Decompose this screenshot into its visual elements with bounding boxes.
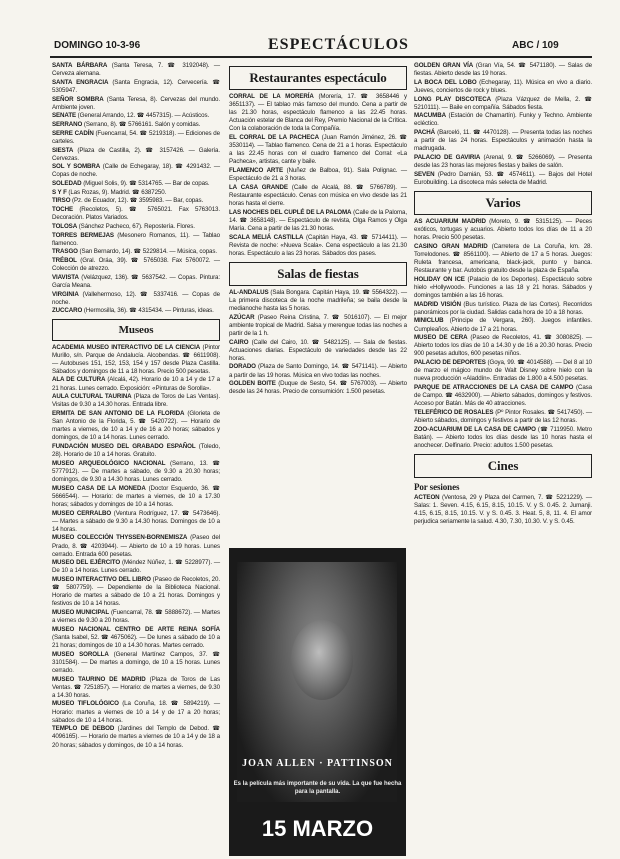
listing-entry [414,243,592,275]
listing-name: GOLDEN GRAN VÍA [414,62,474,69]
listing-name: MUSEO COLECCIÓN THYSSEN-BORNEMISZA [52,534,188,542]
listing-name: MINICLUB [414,317,444,325]
page-number: ABC / 109 [512,40,559,51]
listing-details: (Fuencarral, 54. ☎ 5219318). — Ediciones de carteles. [52,129,220,145]
listing-name: EL CORRAL DE LA PACHECA [229,134,319,142]
listing-name: MUSEO CASA DE LA MONEDA [52,484,146,492]
listing-details: (Serrano, 8). ☎ 5766161. Salón y comidas. [83,121,201,129]
listing-name: PACHÁ [414,129,436,137]
listing-name: AS ACUARIUM MADRID [414,217,486,225]
listing-name: SANTA ENGRACIA [52,78,109,86]
listing-entry [52,410,220,442]
listing-entry [414,129,592,153]
listing-details: (Doctor Esquerdo, 36. ☎ 5666544). — Horario: de martes a viernes, de 10 a 17.30 horas; sábados y domingos de 10 a 14 horas. [52,484,220,508]
listing-details: (Ventosa, 29 y Plaza del Carmen, 7. ☎ 5221229). — Salas: 1. Seven. 4.15, 6.15, 8.15, 10.15. V. y S. 0.45. 2. Jumanji. 4.15, 6.15, 8.15, 10.15. V. y S. 0.45. 3. Heat. 5, 8, 11. 4. El amor perjudica seriamente la salud. 4.30, 7.30, 10.30. V. y S. 0.45. [414,493,592,526]
listing-name: MUSEO DEL EJÉRCITO [52,559,121,567]
listing-name: MUSEO TAURINO DE MADRID [52,675,146,683]
section-title: ESPECTÁCULOS [268,36,409,53]
listing-details: (Sánchez Pacheco, 67). Repostería. Flores. [78,222,195,230]
listing-entry [52,79,220,95]
listing-name: LONG PLAY DISCOTECA [414,95,491,103]
listing-entry [414,301,592,317]
listing-entry [414,62,592,78]
listing-name: DORADO [229,363,256,371]
listing-details: (Morería, 17. ☎ 3658446 y 3651137). — El tablao más famoso del mundo. Cena a partir de las 21.30 horas, espectáculo flamenco a las 22.45 horas. Actuación estelar de Blanca del Rey, Premio Nacional de la Crítica. Con la colaboración de toda la Compañía. [229,93,408,133]
listing-entry [414,494,592,526]
listing-entry [52,376,220,392]
listing-entry [414,426,592,450]
movie-advertisement [229,548,406,856]
listing-name: MUSEO NACIONAL CENTRO DE ARTE REINA SOFÍA [52,625,220,633]
listing-name: TELEFÉRICO DE ROSALES [414,408,494,416]
listing-entry [414,79,592,95]
listing-entry [52,130,220,146]
restaurantes-list [229,93,407,258]
listing-details: (Las Rozas, 9). Madrid. ☎ 6387250. [68,188,167,196]
listing-details: (Barceló, 11. ☎ 4470128). — Presenta todas las noches a partir de las 24 horas. Espectáculos y animación hasta la madrugada. [414,129,592,153]
ad-actor-names: JOAN ALLEN · PATTINSON [242,758,393,769]
listing-entry [414,276,592,300]
listing-details: (Santa Engracia, 12). Cervecería. ☎ 5305947. [52,78,220,94]
listing-entry [52,510,220,534]
listing-entry [52,393,220,409]
listing-name: MUSEO INTERACTIVO DEL LIBRO [52,576,151,584]
listing-entry [52,651,220,675]
cines-heading: Cines [414,454,592,478]
listing-entry [229,134,407,166]
page-header [0,0,620,60]
listing-details: (Calle de Echegaray, 18). ☎ 4291432. — Copas de noche. [52,163,221,179]
listing-entry [52,121,220,129]
listing-entry [229,167,407,183]
listing-entry [414,171,592,187]
listing-entry [229,363,407,379]
listing-entry [414,359,592,383]
listing-name: AL-ANDALUS [229,288,269,296]
listing-name: SOL Y SOMBRA [52,163,101,171]
listing-entry [52,232,220,248]
listing-details: (Goya, 99. ☎ 4014588). — Del 8 al 10 de marzo el mágico mundo de Walt Disney sobre hielo con la nueva producción «Aladdín». Entradas de 1.800 a 4.500 pesetas. [414,359,592,383]
column-right [414,62,592,527]
listing-details: (Pintor Murillo, s/n. Parque de Andalucía. Alcobendas. ☎ 6611908). — Autobuses 151, 152, 153, 154 y 157 desde Plaza Castilla. Sábados y domingos de 11 a 18 horas. Precio 500 pesetas. [52,343,221,375]
listing-name: TOCHE [52,206,74,214]
listing-name: VIAVISTA [52,273,79,281]
listing-name: SOLEDAD [52,180,82,188]
listing-name: MUSEO ARQUEOLÓGICO NACIONAL [52,459,166,467]
listing-name: MADRID VISIÓN [414,300,461,308]
listing-details: (Duque de Sesto, 54. ☎ 5767003). — Abierto desde las 24 horas. Precio de consumición: 1.500 pesetas. [229,380,407,396]
cines-list [414,494,592,526]
listing-name: SERRANO [52,121,83,129]
listing-entry [414,409,592,425]
listing-entry [52,291,220,307]
listing-name: ERMITA DE SAN ANTONIO DE LA FLORIDA [52,410,185,418]
listing-name: TOLOSA [52,222,78,230]
listing-name: LAS NOCHES DEL CUPLÉ DE LA PALOMA [229,208,352,216]
listing-details: (Hermosilla, 36). ☎ 4315434. — Pinturas, ideas. [83,307,214,315]
listing-name: SEÑOR SOMBRA [52,95,104,103]
listing-name: VIRGINIA [52,290,79,298]
listing-name: TIRSO [52,197,71,205]
listing-details: (Plaza de Castilla, 2). ☎ 3157426. — Galería. Cervezas. [52,146,220,162]
restaurantes-heading: Restaurantes espectáculo [229,66,407,90]
listing-name: CORRAL DE LA MORERÍA [229,93,314,100]
listing-name: MUSEO SOROLLA [52,650,109,658]
listing-details: (Ventura Rodríguez, 17. ☎ 5473646). — Martes a sábado de 9.30 a 14.30 horas. Domingos de 10 a 14 horas. [52,509,220,533]
listing-details: (Plaza Vázquez de Mella, 2. ☎ 5210111). — Baile en compañía. Sábados fiesta. [414,95,592,111]
listing-details: (Vallehermoso, 12). ☎ 5337416. — Copas de noche. [52,290,220,306]
listing-details: (Jardines del Templo de Debod. ☎ 4096165). — Horario de martes a viernes de 10 a 14 y de 18 a 20 horas; sábados y domingos, de 10 a 14 horas. [52,725,220,749]
listing-entry [229,339,407,363]
listing-name: SCALA MELIÁ CASTILLA [229,233,304,241]
listing-details: (Paseo de Recoletos, 20. ☎ 5807759). — Dependiente de la Biblioteca Nacional. Horario de martes a sábado de 10 a 21 horas. Domingos y festivos de 10 a 14 horas. [52,576,220,608]
listing-details: (Bus turístico. Plaza de las Cortes). Recorridos panorámicos por la ciudad. Salidas cada hora de 10 a 18 horas. [414,300,592,316]
listing-entry [229,380,407,396]
listing-details: (Gral. Oráa, 39). ☎ 5765038. Fax 5760072. — Colección de atrezzo. [52,257,220,273]
listing-entry [52,460,220,484]
listing-name: MACUMBA [414,112,446,120]
listing-name: SENATE [52,112,77,120]
discotecas-list [414,62,592,187]
listing-details: (☎ 7119950. Metro Batán). — Abierto todos los días desde las 10 horas hasta el anochecer. Delfinario. Precio: adultos 1.500 pesetas. [414,425,593,449]
listing-entry [52,485,220,509]
header-rule [50,56,592,58]
listing-details: (Sala Bongara. Capitán Haya, 19. ☎ 5564322). — La primera discoteca de la noche madrileña; se baila desde la medianoche hasta las 5 horas. [229,288,407,313]
listing-entry [229,209,407,233]
listing-entry [229,234,407,258]
listing-entry [52,443,220,459]
listing-name: FLAMENCO ARTE [229,167,284,175]
listing-details: (Glorieta de San Antonio de la Florida, 5. ☎ 5420722). — Horario de martes a viernes, de 10 a 14 y de 16 a 20 horas; sábados y domingos, de 10 a 14 horas. Lunes cerrado. [52,410,220,442]
listing-details: (Plaza de Toros de Las Ventas). Visitas de 9.30 a 14.30 horas. Entrada libre. [52,393,220,409]
listing-entry [52,147,220,163]
listing-details: (Serrano, 13. ☎ 5777912). — De martes a sábado, de 9.30 a 20.30 horas; domingos, de 9.30 a 14.30 horas. Lunes cerrado. [52,459,221,483]
listing-name: ACADEMIA MUSEO INTERACTIVO DE LA CIENCIA [52,343,201,351]
listing-name: MUSEO MUNICIPAL [52,609,110,617]
listing-details: (Alcalá, 42). Horario de 10 a 14 y de 17 a 21 horas. Lunes cerrado. Exposición: «Pinturas de Sorolla». [52,376,220,392]
listing-details: (Paseo de Recoletos, 41. ☎ 3080825). — Abierto todos los días de 10 a 14.30 y de 16 a 20.30 horas. Precio 900 pesetas adultos, 600 pesetas niños. [414,334,592,358]
listing-details: (Casa de Campo. ☎ 4632900). — Abierto sábados, domingos y festivos. Acceso por Batán. Más de 40 atracciones. [414,384,592,408]
listing-entry [229,184,407,208]
listing-name: ALA DE CULTURA [52,376,106,384]
listing-entry [52,62,220,78]
listing-name: SIESTA [52,146,74,154]
listing-name: MUSEO TIFLOLÓGICO [52,700,119,708]
listing-details: (Paseo Reina Cristina, 7. ☎ 5016107). — El mejor ambiente tropical de Madrid. Salsa y merengue todas las noches a partir de la 1 h. [229,313,407,337]
listing-details: (Recoletos, 5). ☎ 5765021. Fax 5763013. Decoración. Platos Variados. [52,206,220,222]
listing-name: SEVEN [414,170,435,178]
listing-details: (Moreto, 9. ☎ 5315125). — Peces exóticos, tortugas y acuarios. Abierto todos los días de 11 a 20 horas. Precio 500 pesetas. [414,217,593,242]
listing-details: (Calle de Alcalá, 88. ☎ 5766789). — Restaurante espectáculo. Cenas con música en vivo desde las 21 horas hasta el cierre. [229,183,407,207]
listing-name: MUSEO CERRALBO [52,509,112,517]
listing-details: (Juan Ramón Jiménez, 26. ☎ 3530114). — Tablao flamenco. Cena de 21 a 1 horas. Espectáculo a las 22.45 horas con el cuadro flamenco del Corral: «La Pacheca», artistas, cante y baile. [229,134,407,166]
listing-name: HOLIDAY ON ICE [414,275,465,283]
listing-entry [52,576,220,608]
varios-list [414,218,592,450]
listing-details: (Fuencarral, 78. ☎ 5888672). — Martes a viernes de 9.30 a 20 horas. [52,609,220,625]
listing-details: (Gran Vía, 54. ☎ 5471180). — Salas de fiestas. Abierto desde las 19 horas. [414,62,592,78]
listing-entry [414,317,592,333]
listing-entry [52,676,220,700]
listing-name: ACTEON [414,493,440,501]
listing-details: (Velázquez, 136). ☎ 5637542. — Copas. Pintura: García Meana. [52,273,220,289]
listing-details: (Nuñez de Balboa, 91). Sala Polignac. — Espectáculo de 21 a 3 horas. [229,167,407,183]
listing-details: (General Arrando, 12. ☎ 4457315). — Acústicos. [77,112,210,120]
listing-name: PALACIO DE DEPORTES [414,359,486,367]
listing-name: PARQUE DE ATRACCIONES DE LA CASA DE CAMPO [414,384,574,391]
listing-entry [52,559,220,575]
listing-name: AZÚCAR [229,313,255,321]
listing-name: TORRES BERMEJAS [52,231,114,239]
listing-entry [52,206,220,222]
column-left [52,62,220,750]
listing-details: (Carretera de La Coruña, km. 28. Torrelodones. ☎ 8561100). — Abierto de 17 a 5 horas. Juegos: Ruleta francesa, americana, black-jack, punto y banca. Restaurante y bar. Autobús gratuito desde la plaza de España. [414,242,592,275]
listing-details: (Calle de la Paloma, 14. ☎ 3658148). — Espectáculo de revista, Olga Ramos y Olga María. Cena a partir de las 21.30 horas. [229,208,408,232]
listing-name: FUNDACIÓN MUSEO DEL GRABADO ESPAÑOL [52,443,196,450]
listing-name: LA CASA GRANDE [229,183,288,191]
listing-entry [414,334,592,358]
listing-entry [52,700,220,724]
listing-details: (Pº Pintor Rosales. ☎ 5417450). — Abierto sábados, domingos y festivos a partir de las 12 horas. [414,408,592,424]
listing-details: (Santa Teresa, 7. ☎ 3192048). — Cerveza alemana. [52,62,221,78]
listing-details: (Toledo, 28). Horario de 10 a 14 horas. Gratuito. [52,443,220,459]
listing-entry [52,180,220,188]
listing-name: MUSEO DE CERA [414,334,468,342]
listing-name: TRASGO [52,248,78,256]
listing-entry [52,725,220,749]
listing-entry [52,163,220,179]
listing-details: (Santa Isabel, 52. ☎ 4675062). — De lunes a sábado de 10 a 21 horas; domingos de 10 a 14.30 horas. Martes cerrado. [52,633,220,649]
ad-portrait [291,620,353,700]
listing-details: (Mesonero Romanos, 11). — Tablao flamenco. [52,231,220,247]
museos-heading: Museos [52,319,220,341]
listing-details: (Palacio de los Deportes). Espectáculo sobre hielo «Hollywood». Funciones a las 18 y 21 horas. Sábados y domingos también a las 16 horas. [414,275,592,299]
listing-name: LA BOCA DEL LOBO [414,78,477,86]
listing-entry [414,384,592,408]
salas-list [229,289,407,397]
salas-heading: Salas de fiestas [229,262,407,286]
varios-heading: Varios [414,191,592,215]
listing-name: CAIRO [229,338,249,346]
listing-name: PALACIO DE GAVIRIA [414,154,481,161]
listing-details: (Santa Teresa, 8). Cervezas del mundo. Ambiente joven. [52,95,220,111]
listing-entry [52,257,220,273]
listing-name: S Y F [52,188,67,196]
listing-name: SERRE CADÍN [52,129,94,137]
listing-name: TEMPLO DE DEBOD [52,725,115,733]
listing-entry [52,626,220,650]
listing-details: (Pz. de Ecuador, 12). ☎ 3595983. — Bar, copas. [72,197,204,205]
listing-entry [52,344,220,376]
listing-entry [52,609,220,625]
listing-details: (Pedro Damián, 53. ☎ 4574611). — Bajos del Hotel Eurobuilding. La discoteca más selecta de Madrid. [414,170,592,186]
listing-details: (Principe de Vergara, 260). Juegos infantiles. Cumpleaños. Abierto de 17 a 21 horas. [414,317,592,333]
listing-details: (General Martínez Campos, 37. ☎ 3101584). — De martes a domingo, de 10 a 15 horas. Lunes cerrado. [52,650,221,674]
listing-details: (La Coruña, 18. ☎ 5894219). — Horario: martes a viernes de 10 a 14 y de 17 a 20 horas; sábados de 10 a 14 horas. [52,700,220,724]
listing-details: (Paseo del Prado, 8. ☎ 4203944). — Abierto de 10 a 19 horas. Lunes cerrado. Entrada 600 pesetas. [52,534,220,558]
listing-entry [52,189,220,197]
listing-name: ZUCCARO [52,307,83,315]
listing-entry [52,534,220,558]
listing-entry [229,93,407,133]
listing-details: (San Bernardo, 14). ☎ 5229814. — Música, copas. [79,248,217,256]
listing-entry [414,112,592,128]
listing-name: SANTA BÁRBARA [52,62,108,69]
listing-entry [414,154,592,170]
listing-entry [52,112,220,120]
bars-list [52,62,220,316]
listing-entry [414,218,592,242]
listing-details: (Calle del Cairo, 10. ☎ 5482125). — Sala de fiestas. Actuaciones diarias. Espectáculo de variedades desde las 22 horas. [229,338,407,362]
column-middle [229,62,407,397]
listing-details: (Miguel Solis, 9). ☎ 5314765. — Bar de copas. [83,180,210,188]
listing-entry [414,96,592,112]
listing-entry [52,248,220,256]
listing-entry [52,223,220,231]
listing-name: TRÉBOL [52,257,77,265]
listing-entry [52,197,220,205]
listing-entry [229,314,407,338]
issue-date: DOMINGO 10-3-96 [54,40,141,51]
listing-name: ZOO-ACUARIUM DE LA CASA DE CAMPO [414,425,536,433]
listing-details: (Estación de Chamartín). Funky y Techno. Ambiente ecléctico. [414,112,592,128]
listing-entry [52,96,220,112]
listing-name: GOLDEN BOITE [229,380,276,388]
listing-entry [52,274,220,290]
listing-details: (Méndez Núñez, 1. ☎ 5228977). — De 10 a 14 horas. Lunes cerrado. [52,559,220,575]
listing-entry [52,307,220,315]
listing-details: (Capitán Haya, 43. ☎ 5714411). — Revista de noche: «Nueva Scala». Cena espectáculo a las 21.30 horas. Espectáculo a las 23 horas. Sábados dos pases. [229,233,408,257]
listing-name: CASINO GRAN MADRID [414,242,488,250]
listing-name: AULA CULTURAL TAURINA [52,393,132,401]
listing-details: (Plaza de Toros de Las Ventas. ☎ 7251857). — Horario: de martes a viernes, de 9.30 a 14.30 horas. [52,675,220,699]
ad-tagline: Es la película más importante de su vida. La que fue hecha para la pantalla. [233,781,402,795]
listing-entry [229,289,407,313]
listing-details: (Echegaray, 11). Música en vivo a diario. Jueves, conciertos de rock y blues. [414,78,592,94]
por-sesiones-label: Por sesiones [414,481,460,492]
museos-list [52,344,220,750]
listing-details: (Plaza de Santo Domingo, 14. ☎ 5471141). — Abierto a partir de las 19 horas. Música en vivo todas las noches. [229,363,407,379]
listing-details: (Arenal, 9. ☎ 5266069). — Presenta desde las 23 horas las mejores fiestas y bailes de salón. [414,154,592,170]
ad-release-date: 15 MARZO [261,816,374,841]
